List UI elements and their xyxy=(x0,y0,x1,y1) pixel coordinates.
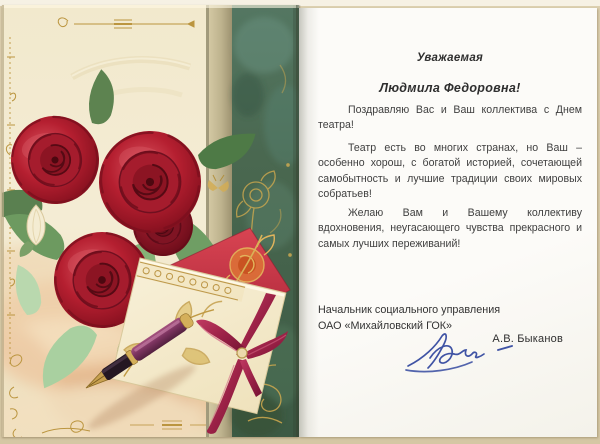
card-right-page xyxy=(299,8,597,437)
letter-paragraph: Театр есть во многих странах, но Ваш – особенно хорош, с богатой историей, сочетающей самобытность и лучшие традиции своих мировых собратьев! xyxy=(318,142,582,201)
page-left-edge xyxy=(2,5,4,437)
letter-paragraph: Желаю Вам и Вашему коллективу вдохновения, неугасающего чувства прекрасного и самых лучших переживаний! xyxy=(318,207,582,250)
ribbon-knot xyxy=(237,348,247,358)
left-page-artwork xyxy=(2,5,299,437)
salutation-line-1: Уважаемая xyxy=(416,52,484,64)
card-left-page xyxy=(2,5,299,437)
signoff-title-line-2: ОАО «Михайловский ГОК» xyxy=(318,319,453,332)
signoff-title-line-1: Начальник социального управления xyxy=(318,304,501,316)
page-top-highlight xyxy=(2,5,299,8)
signature-name: А.В. Быканов xyxy=(492,333,563,345)
letter-paragraph: Поздравляю Вас и Ваш коллектива с Днем театра! xyxy=(318,104,582,132)
salutation-line-2: Людмила Федоровна! xyxy=(379,81,521,95)
